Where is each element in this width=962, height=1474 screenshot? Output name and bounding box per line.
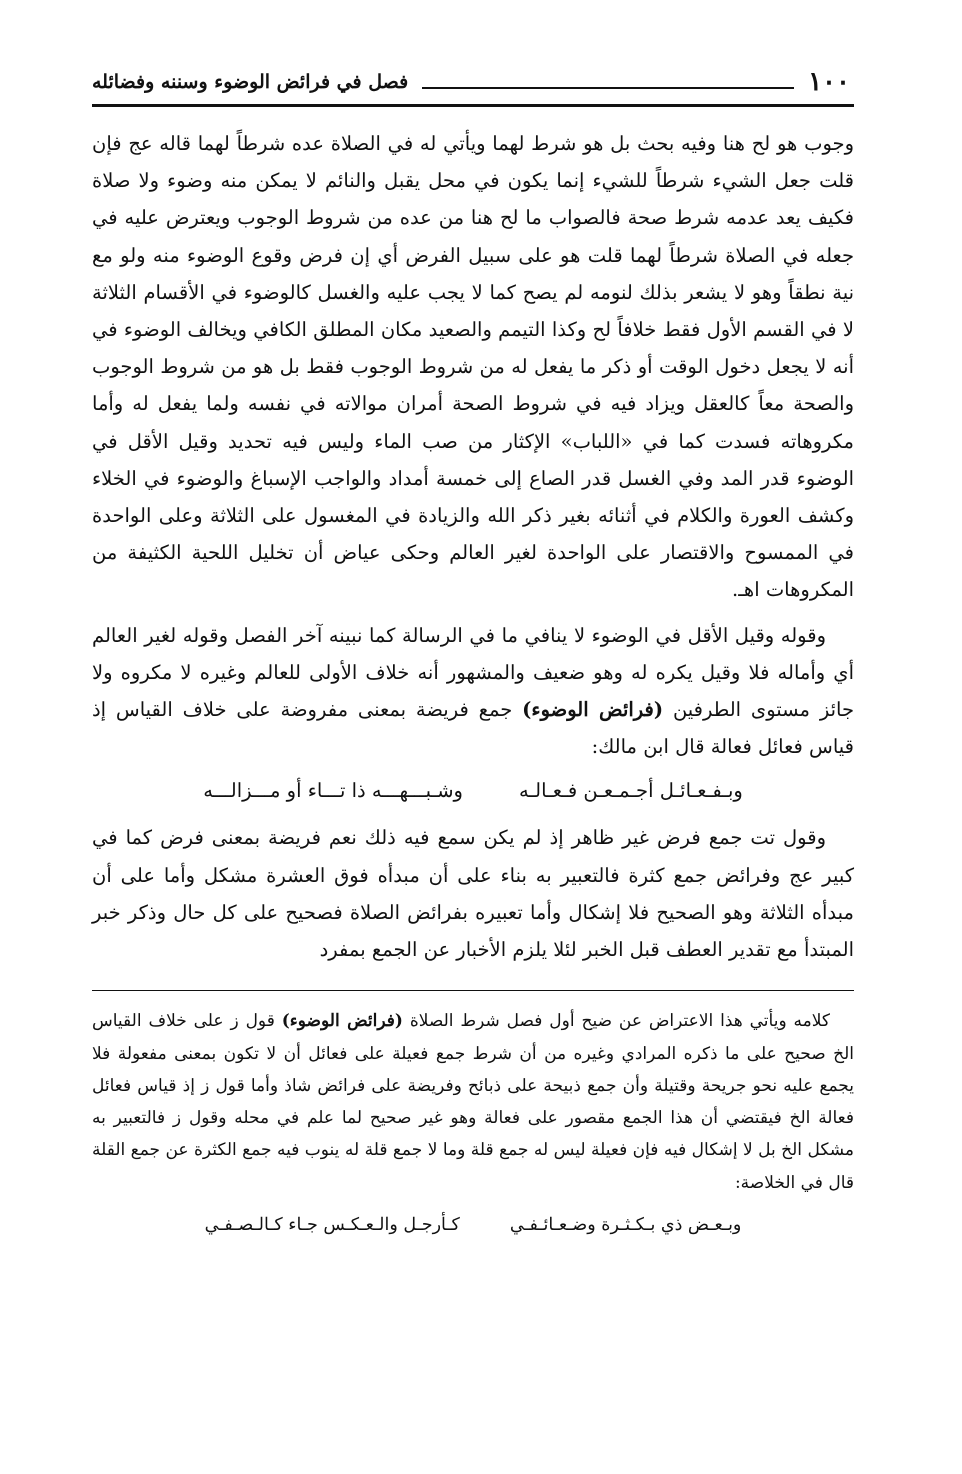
footnote-separator	[92, 990, 854, 991]
footnote-text-continuation: قول ز على خلاف القياس الخ صحيح على ما ذكره المرادي وغيره من أن شرط جمع فعيلة على فعائل أن لا تكون بمعنى مفعولة فلا يجمع عليه نحو جريحة وقتيلة وأن جمع ذبيحة على ذبائح وفريضة على فرائض شاذ وأما قول ز إذ قياس فعائل فعالة الخ فيقتضي أن هذا الجمع مقصور على فعالة وهو غير صحيح لما علم في محله وقول ز فالتعبير به مشكل الخ بل لا إشكال فيه فإن فعيلة ليس له جمع قلة وما لا جمع قلة له ينوب فيه جمع الكثرة عن جمع القلة قال في الخلاصة:	[92, 1011, 854, 1193]
page-header	[92, 60, 854, 107]
main-paragraph-2-text: وقوله وقيل الأقل في الوضوء لا ينافي ما في الرسالة كما نبينه آخر الفصل وقوله لغير العالم أي وأماله فلا وقيل يكره له وهو ضعيف والمشهور أنه خلاف الأولى للعالم وغيره لا مكروه ولا جائز مستوى الطرفين	[92, 623, 855, 722]
main-text	[92, 125, 854, 968]
footnote-text-start: كلامه ويأتي هذا الاعتراض عن ضيح أول فصل شرط الصلاة	[409, 1011, 831, 1032]
footnote-paragraph	[92, 1005, 854, 1199]
book-page	[92, 60, 854, 1243]
verse-second-hemistich: وشـبـــهـــه ذا تـــاء أو مـــزالـــه	[203, 779, 463, 803]
running-title: فصل في فرائض الوضوء وسننه وفضائله	[92, 71, 409, 93]
footnote-verse-second-hemistich: كـأرجـل والـعـكـس جـاء كـالـصـفـي	[204, 1215, 460, 1236]
main-paragraph-3: وقول تت جمع فرض غير ظاهر إذ لم يكن سمع فيه ذلك نعم فريضة بمعنى فرض كما في كبير عج وفرائض جمع كثرة فالتعبير به بناء على أن مبدأه فوق العشرة مشكل وأما على أن مبدأه الثلاثة وهو الصحيح فلا إشكال وأما تعبيره بفرائض الصلاة فصحيح على كل حال وذكر خبر المبتدأ مع تقدير العطف قبل الخبر لئلا يلزم الأخبار عن الجمع بمفرد	[92, 826, 854, 962]
bold-term: (فرائض الوضوء)	[522, 698, 664, 722]
main-paragraph-1: وجوب هو لح هنا وفيه بحث بل هو شرط لهما ويأتي له في الصلاة عده شرطاً لهما قاله عج فإن قلت جعل الشيء شرطاً للشيء إنما يكون في محل يقبل والنائم لا يمكن منه وضوء ولا صلاة فكيف يعد عدمه شرط صحة فالصواب ما لح هنا من عده من شروط الوجوب ويعترض عليه في جعله في الصلاة شرطاً لهما قلت هو على سبيل الفرض أي إن فرض وقوع الوضوء منه ولو مع نية نطقاً وهو لا يشعر بذلك لنومه لم يصح كما لا يجب عليه والغسل كالوضوء في الأقسام الثلاثة لا في القسم الأول فقط خلافاً لح وكذا التيمم والصعيد مكان المطلق الكافي ويخالف الوضوء في أنه لا يجعل دخول الوقت أو ذكر ما يفعل له من شروط الوجوب فقط بل هو من شروط الوجوب والصحة معاً كالعقل ويزاد فيه في شروط الصحة أمران موالاته في نفسه ولما يفعل له وأما مكروهاته فسدت كما في «اللباب» الإكثار من صب الماء وليس فيه تحديد وقيل الأقل في الوضوء قدر المد وفي الغسل قدر الصاع إلى خمسة أمداد والواجب الإسباغ والوضوء في الخلاء وكشف العورة والكلام في أثنائه بغير ذكر الله والزيادة في المغسول على الثلاثة وعلى الواحدة في الممسوح والاقتصار على الواحدة لغير العالم وحكى عياض أن تخليل اللحية الكثيفة من المكروهات اهـ.	[92, 132, 854, 602]
footnote-bold-term: (فرائض الوضوء)	[281, 1011, 403, 1032]
footnote-poetry-verse	[92, 1207, 854, 1243]
footnote	[92, 1005, 854, 1243]
main-paragraph-2	[92, 617, 854, 766]
verse-first-hemistich: وبـفـعـائـل أجـمـعـن فـعـالـه	[518, 779, 743, 803]
poetry-verse	[92, 771, 854, 811]
footnote-verse-first-hemistich: وبـعـض ذي بـكـثـرة وضـعـائـفـي	[509, 1215, 742, 1236]
main-paragraph-2-continuation: جمع فريضة بمعنى مفروضة على خلاف القياس إذ قياس فعائل فعالة قال ابن مالك:	[92, 698, 854, 759]
header-rule	[422, 87, 794, 89]
page-number: ١٠٠	[808, 67, 850, 97]
